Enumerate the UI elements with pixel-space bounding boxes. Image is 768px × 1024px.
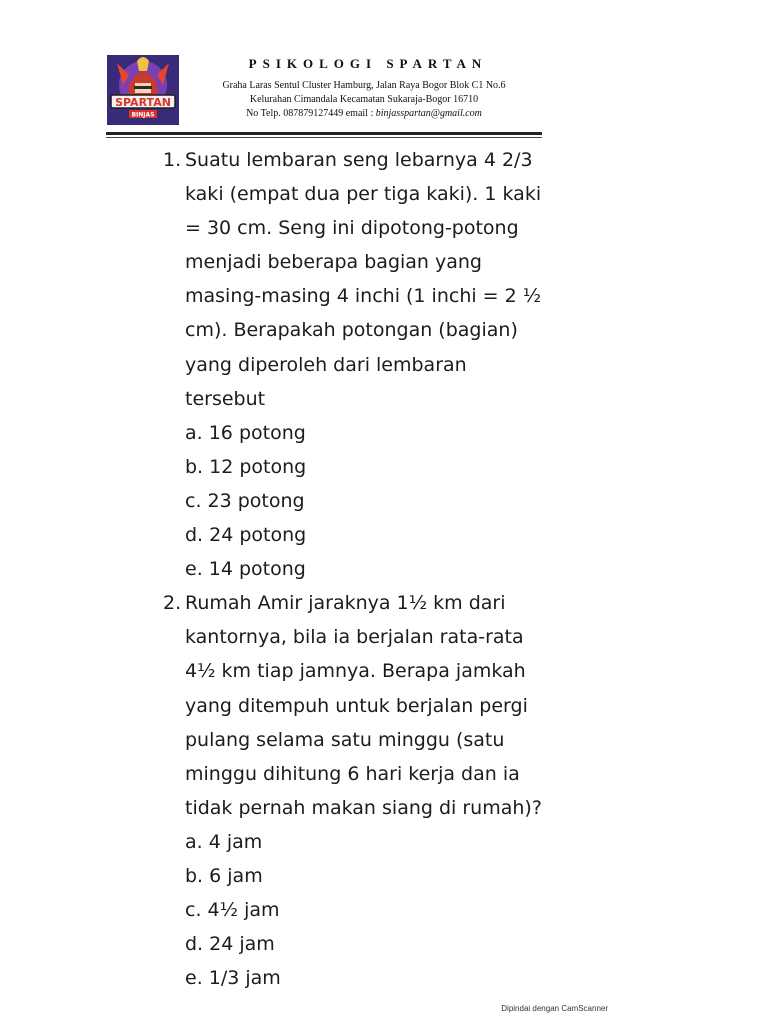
question-line: cm). Berapakah potongan (bagian) bbox=[185, 319, 518, 342]
answer-option-e: e. 1/3 jam bbox=[185, 967, 281, 990]
question-line: tidak pernah makan siang di rumah)? bbox=[185, 796, 542, 819]
answer-option-d: d. 24 jam bbox=[185, 933, 275, 956]
question-1 bbox=[163, 143, 583, 416]
question-line: minggu dihitung 6 hari kerja dan ia bbox=[185, 762, 520, 785]
question-number: 2. bbox=[163, 592, 182, 615]
question-line: 4½ km tiap jamnya. Berapa jamkah bbox=[185, 660, 526, 683]
letterhead-title: PSIKOLOGI SPARTAN bbox=[248, 56, 488, 71]
question-text bbox=[185, 143, 583, 416]
question-list bbox=[163, 143, 583, 995]
question-line: kaki (empat dua per tiga kaki). 1 kaki bbox=[185, 183, 542, 206]
answer-option-e: e. 14 potong bbox=[185, 558, 306, 581]
letterhead-address-2: Kelurahan Cimandala Kecamatan Sukaraja-Bogor 16710 bbox=[249, 94, 479, 105]
letterhead bbox=[186, 56, 542, 121]
svg-text:SPARTAN: SPARTAN bbox=[115, 96, 171, 109]
letterhead-address-1: Graha Laras Sentul Cluster Hamburg, Jalan Raya Bogor Blok C1 No.6 bbox=[222, 80, 506, 91]
answer-option-c: c. 23 potong bbox=[185, 489, 305, 512]
answer-option-b: b. 12 potong bbox=[185, 455, 307, 478]
question-line: kantornya, bila ia berjalan rata-rata bbox=[185, 626, 524, 649]
answer-option-d: d. 24 potong bbox=[185, 524, 307, 547]
letterhead-contact bbox=[186, 107, 542, 121]
question-line: tersebut bbox=[185, 387, 266, 410]
question-2 bbox=[163, 586, 583, 825]
answer-option-b: b. 6 jam bbox=[185, 864, 263, 887]
question-line: = 30 cm. Seng ini dipotong-potong bbox=[185, 217, 519, 240]
letterhead-rule-thin bbox=[106, 137, 542, 138]
answer-option-c: c. 4½ jam bbox=[185, 899, 280, 922]
question-number: 1. bbox=[163, 149, 182, 171]
svg-text:BINJAS: BINJAS bbox=[131, 111, 155, 119]
question-line: yang diperoleh dari lembaran bbox=[185, 353, 467, 376]
answer-option-a: a. 16 potong bbox=[185, 421, 306, 444]
question-line: yang ditempuh untuk berjalan pergi bbox=[185, 694, 528, 717]
spartan-logo bbox=[107, 55, 179, 125]
question-line: pulang selama satu minggu (satu bbox=[185, 728, 505, 751]
letterhead-rule-thick bbox=[106, 132, 542, 135]
question-line: masing-masing 4 inchi (1 inchi = 2 ½ bbox=[185, 285, 542, 308]
letterhead-email: binjasspartan@gmail.com bbox=[375, 108, 482, 119]
question-line: menjadi beberapa bagian yang bbox=[185, 251, 482, 274]
question-text bbox=[185, 586, 583, 825]
scanner-watermark: Dipindai dengan CamScanner bbox=[501, 1004, 608, 1013]
answer-option-a: a. 4 jam bbox=[185, 830, 263, 853]
question-line: Rumah Amir jaraknya 1½ km dari bbox=[185, 592, 506, 615]
letterhead-phone: No Telp. 087879127449 email : bbox=[246, 108, 376, 119]
question-line: Suatu lembaran seng lebarnya 4 2/3 bbox=[185, 149, 533, 171]
